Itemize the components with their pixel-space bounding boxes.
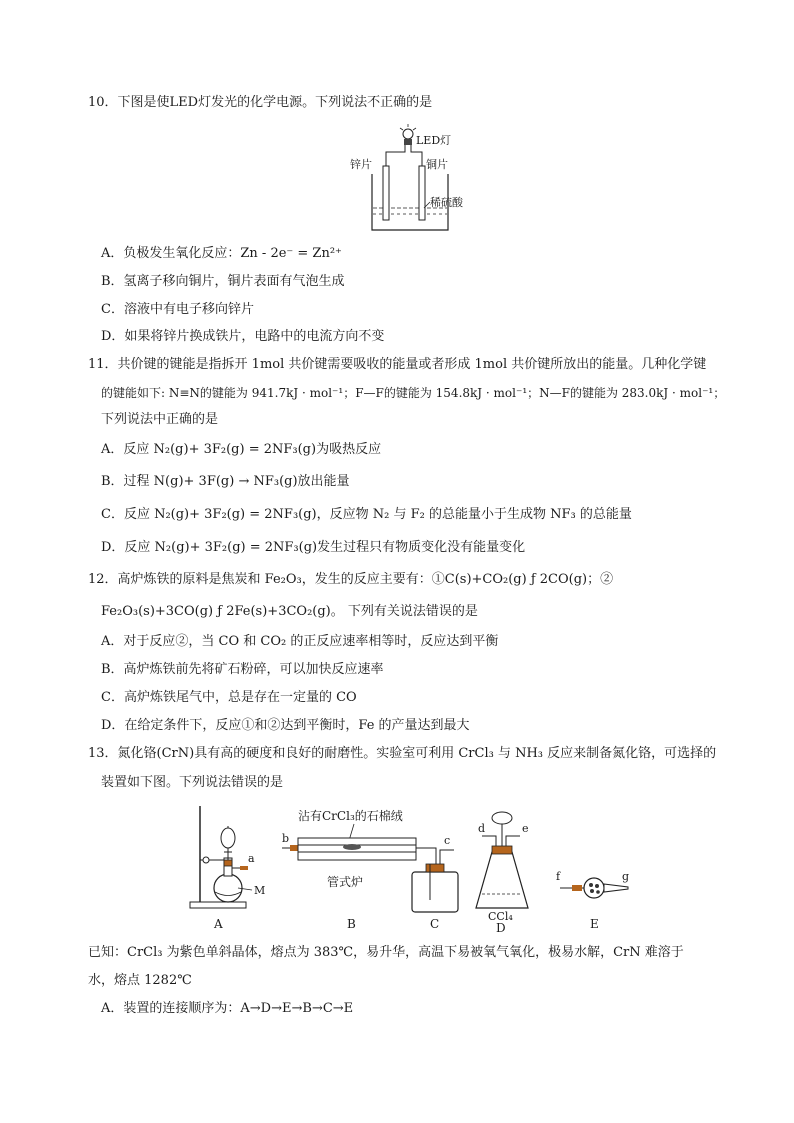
apparatus-label-b: B bbox=[347, 917, 356, 931]
q10-option-d: D．如果将锌片换成铁片，电路中的电流方向不变 bbox=[101, 329, 385, 344]
q10-option-b: B．氢离子移向铜片，铜片表面有气泡生成 bbox=[101, 274, 345, 289]
battery-figure bbox=[350, 122, 470, 238]
q12-stem-line2: Fe₂O₃(s)+3CO(g) ƒ 2Fe(s)+3CO₂(g)。 下列有关说法错误的是 bbox=[101, 604, 478, 619]
label-c-port: c bbox=[444, 834, 451, 847]
zinc-label: 锌片 bbox=[350, 158, 372, 171]
label-b-port: b bbox=[282, 832, 290, 845]
ccl4-label: CCl₄ bbox=[488, 910, 513, 923]
q11-stem-line1: 11．共价键的键能是指拆开 1mol 共价键需要吸收的能量或者形成 1mol 共价键所放出的能量。几种化学键 bbox=[88, 357, 707, 372]
apparatus-label-d: D bbox=[496, 921, 506, 935]
q11-option-d: D．反应 N₂(g)+ 3F₂(g) = 2NF₃(g)发生过程只有物质变化没有能量变化 bbox=[101, 540, 526, 555]
q11-stem-line3: 下列说法中正确的是 bbox=[101, 412, 219, 427]
copper-label: 铜片 bbox=[426, 158, 448, 171]
label-m: M bbox=[254, 884, 266, 897]
apparatus-label-e: E bbox=[590, 917, 599, 931]
q11-stem-line2: 的键能如下: N≡N的键能为 941.7kJ · mol⁻¹；F—F的键能为 154.8kJ · mol⁻¹；N—F的键能为 283.0kJ · mol⁻¹； bbox=[101, 386, 726, 400]
apparatus-label-a: A bbox=[214, 917, 223, 931]
label-d-port: d bbox=[478, 822, 486, 835]
q11-option-c: C．反应 N₂(g)+ 3F₂(g) = 2NF₃(g)，反应物 N₂ 与 F₂ 的总能量小于生成物 NF₃ 的总能量 bbox=[101, 507, 632, 522]
q13-stem-line2: 装置如下图。下列说法错误的是 bbox=[101, 775, 284, 790]
label-a-port: a bbox=[248, 852, 255, 865]
apparatus-label-c: C bbox=[430, 917, 440, 931]
label-f-port: f bbox=[556, 870, 561, 883]
q11-option-b: B．过程 N(g)+ 3F(g) → NF₃(g)放出能量 bbox=[101, 474, 350, 489]
label-g-port: g bbox=[622, 870, 630, 883]
label-e-port: e bbox=[522, 822, 529, 835]
q13-option-a: A．装置的连接顺序为：A→D→E→B→C→E bbox=[101, 1001, 354, 1016]
q13-known-line2: 水，熔点 1282℃ bbox=[88, 973, 192, 988]
q11-option-a: A．反应 N₂(g)+ 3F₂(g) = 2NF₃(g)为吸热反应 bbox=[101, 442, 382, 457]
q13-known-line1: 已知：CrCl₃ 为紫色单斜晶体，熔点为 383℃，易升华，高温下易被氧气氧化，极易水解，CrN 难溶于 bbox=[88, 945, 684, 960]
q12-option-c: C．高炉炼铁尾气中，总是存在一定量的 CO bbox=[101, 690, 357, 705]
q10-option-a: A．负极发生氧化反应：Zn - 2e⁻ = Zn²⁺ bbox=[101, 246, 342, 261]
apparatus-figure bbox=[182, 800, 642, 935]
led-label: LED灯 bbox=[416, 134, 452, 147]
furnace-label: 管式炉 bbox=[327, 875, 364, 889]
q12-option-d: D．在给定条件下，反应①和②达到平衡时，Fe 的产量达到最大 bbox=[101, 718, 470, 733]
q10-stem: 10．下图是使LED灯发光的化学电源。下列说法不正确的是 bbox=[88, 95, 433, 110]
q12-option-b: B．高炉炼铁前先将矿石粉碎，可以加快反应速率 bbox=[101, 662, 384, 677]
q12-option-a: A．对于反应②，当 CO 和 CO₂ 的正反应速率相等时，反应达到平衡 bbox=[101, 634, 499, 649]
asbestos-label: 沾有CrCl₃的石棉绒 bbox=[298, 809, 403, 823]
q10-option-c: C．溶液中有电子移向锌片 bbox=[101, 302, 254, 317]
acid-label: 稀硫酸 bbox=[430, 196, 463, 209]
q12-stem-line1: 12．高炉炼铁的原料是焦炭和 Fe₂O₃，发生的反应主要有：①C(s)+CO₂(g) ƒ 2CO(g)；② bbox=[88, 572, 614, 587]
q13-stem-line1: 13．氮化铬(CrN)具有高的硬度和良好的耐磨性。实验室可利用 CrCl₃ 与 NH₃ 反应来制备氮化铬，可选择的 bbox=[88, 746, 717, 761]
